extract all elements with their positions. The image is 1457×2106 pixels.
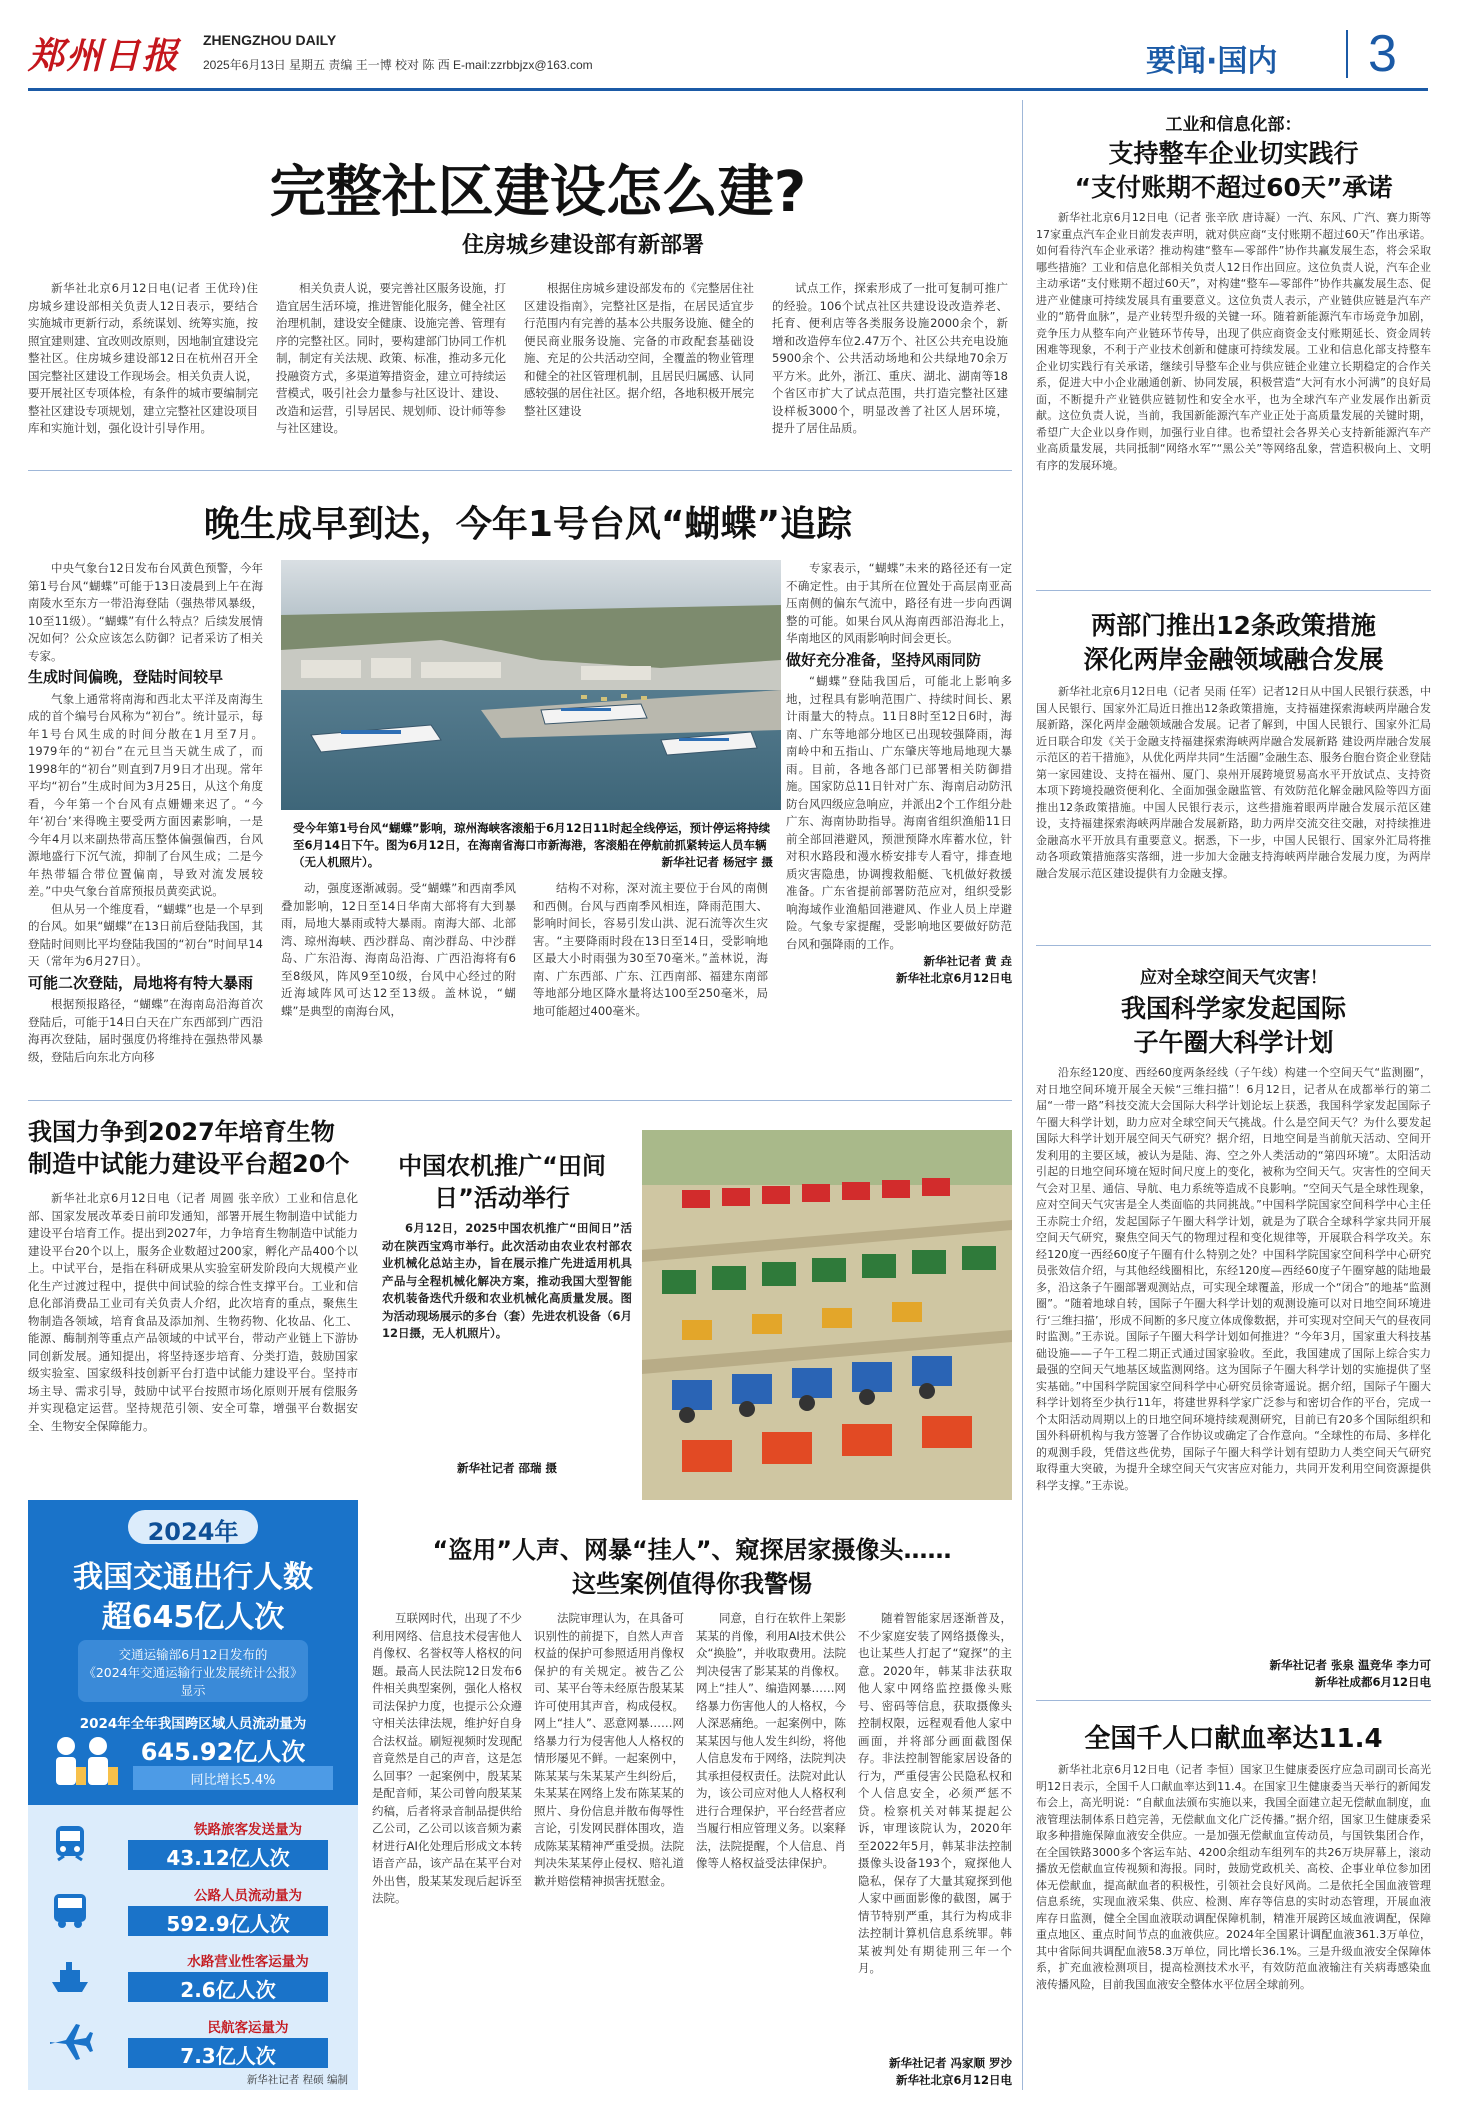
- article-title: 完整社区建设怎么建?: [269, 160, 807, 225]
- bus-icon: [46, 1886, 94, 1934]
- total-value: 645.92亿人次: [140, 1738, 306, 1766]
- article-meridian-circle: [1036, 955, 1431, 1695]
- road-value: 592.9亿人次: [166, 1912, 290, 1936]
- train-icon: [46, 1820, 94, 1868]
- typhoon-col-2: 动，强度逐渐减弱。受“蝴蝶”和西南季风叠加影响，12日至14日华南大部将有大到暴雨，局地大暴雨或特大暴雨。南海大部、北部湾、琼州海峡、西沙群岛、南沙群岛、中沙群岛、广东沿海、海南岛沿海、广西沿海将有6至8级风，阵风9至10级，台风中心经过的附近海域阵风可达12至13级。盖林说，“蝴蝶”是典型的南海台风，: [281, 881, 516, 1018]
- article-title: “盗用”人声、网暴“挂人”、窥探居家摄像头……: [432, 1536, 952, 1564]
- infographic-title: 我国交通出行人数: [73, 1560, 313, 1595]
- issue-info: 2025年6月13日 星期五 责编 王一博 校对 陈 西 E-mail:zzrbbjzx@163.com: [203, 58, 593, 72]
- infographic-credit: 新华社记者 程硕 编制: [246, 2074, 348, 2086]
- infographic-title-2: 超645亿人次: [101, 1600, 285, 1635]
- article-body: 沿东经120度、西经60度两条经线（子午线）构建一个空间天气“监测圈”，对日地空间环境开展全天候“三维扫描”！6月12日，记者从在成都举行的第二届“一带一路”科技交流大会国际大科学计划论坛上获悉，我国科学家发起国际子午圈大科学计划，助力应对全球空间天气挑战。什么是空间天气？为什么要发起国际大科学计划开展空间天气研究？据介绍，日地空间是当前航天活动、空间开发利用的主要区域，被认为是陆、海、空之外人类活动的“第四环境”。太阳活动引起的日地空间环境在短时间尺度上的变化，被称为空间天气。灾害性的空间天气会对卫星、通信、导航、电力系统等造成不良影响。“空间天气是全球性现象，应对空间天气灾害是全人类面临的共同挑战。”中国科学院国家空间科学中心主任王赤院士介绍，发起国际子午圈大科学计划，就是为了联合全球科学家共同开展空间天气研究，聚焦空间天气的物理过程和变化规律等，开展联合科学攻关。东经120度一西经60度子午圈有什么特别之处？中国科学院国家空间科学中心研究员张效信介绍，与其他经线圈相比，东经120度—西经60度子午圈穿越的陆地最多，沿这条子午圈部署观测站点，可实现全球覆盖，形成一个“闭合”的地基“监测圈”。“随着地球自转，国际子午圈大科学计划的观测设施可以对日地空间环境进行‘三维扫描’，形成不间断的多尺度立体成像数据，并可实现对空间天气的昼夜同时监测。”王赤说。国际子午圈大科学计划如何推进？“今年3月，国家重大科技基础设施——子午工程二期正式通过国家验收。至此，我国建成了国际上综合实力最强的空间天气地基区域监测网络。这为国际子午圈大科学计划的实施提供了坚实基础。”中国科学院国家空间科学中心研究员徐寄遥说。据介绍，国际子午圈大科学计划将至少执行11年，将建世界科学家广泛参与和密切合作的平台，完成一个太阳活动周期以上的日地空间环境持续观测研究，目前已有20多个国际组织和国外科研机构与我方签署了合作协议或确定了合作意向。“全球性的布局、多样化的观测手段，凭借这些优势，国际子午圈大科学计划有望助力人类空间天气研究取得重大突破，为提升全球空间天气灾害应对能力，共同开发利用空间资源提供科学支撑。”王赤说。: [1036, 1066, 1431, 1492]
- article-col-2: 相关负责人说，要完善社区服务设施，打造宜居生活环境，推进智能化服务，健全社区治理机制，建设安全健康、设施完善、管理有序的完整社区。同时，要构建部门协同工作机制，制定有关法规、政策、标准，推动多元化投融资方式，多渠道筹措资金，建立可持续运营模式，吸引社会力量参与社区设计、建设、改造和运营，引导居民、规划师、设计师等参与社区建设。: [276, 281, 506, 435]
- newspaper-logo: 郑州日报: [28, 35, 181, 77]
- article-title: 全国千人口献血率达11.4: [1084, 1724, 1383, 1754]
- section-divider: [1346, 30, 1348, 78]
- travelers-icon: [46, 1732, 126, 1802]
- rail-label: 铁路旅客发送量为: [194, 1822, 302, 1838]
- article-col-3: 同意，自行在软件上架影某某的肖像，利用AI技术供公众“换脸”，并收取费用。法院判决侵害了影某某的肖像权。网上“挂人”、编造网暴……网络暴力伤害他人的人格权，今人深恶痛绝。一起案例中，陈某某因与他人发生纠纷，将他人信息发布于网络，法院判决其承担侵权责任。法院对此认为，该公司应对他人人格权利进行合理保护，平台经营者应当履行相应管理义务。以案释法，法院提醒，个人信息、肖像等人格权益受法律保护。: [696, 1611, 846, 1870]
- source-line-1: 交通运输部6月12日发布的: [118, 1647, 268, 1662]
- water-value: 2.6亿人次: [180, 1978, 276, 2002]
- byline: 新华社记者 黄 垚: [923, 954, 1012, 968]
- road-label: 公路人员流动量为: [194, 1888, 302, 1904]
- article-body: 新华社北京6月12日电（记者 吴雨 任军）记者12日从中国人民银行获悉，中国人民银行、国家外汇局近日推出12条政策措施，支持福建探索海峡两岸融合发展新路，深化两岸金融领域融合发展。记者了解到，中国人民银行、国家外汇局近日联合印发《关于金融支持福建探索海峡两岸融合发展新路 建设两岸融合发展示范区的若干措施》，从优化两岸共同“生活圈”金融生态、服务台胞台资企业登陆第一家园建设、支持在福州、厦门、泉州开展跨境贸易高水平开放试点、支持资本项下跨境投融资便利化、全面加强金融监管、有效防范化解金融风险等四方面推出12条政策措施。中国人民银行表示，这些措施着眼两岸融合发展示范区建设，支持福建探索海峡两岸融合发展新路，助力两岸交流交往交融，对持续推进金融高水平开放具有重要意义。据悉，下一步，中国人民银行、国家外汇局将推动各项政策措施落实落细，进一步加大金融支持海峡两岸融合发展力度，为两岸融合发展示范区建设提供有力金融支撑。: [1036, 685, 1431, 880]
- plane-icon: [46, 2018, 94, 2066]
- article-title-2: 子午圈大科学计划: [1133, 1028, 1334, 1057]
- article-cross-strait-finance: [1036, 600, 1431, 940]
- article-body: 新华社北京6月12日电（记者 李恒）国家卫生健康委医疗应急司副司长高光明12日表示，全国千人口献血率达到11.4。在国家卫生健康委当天举行的新闻发布会上，高光明说：“自献血法颁布实施以来，我国全面建立起无偿献血制度，血液管理法制体系日趋完善，无偿献血文化广泛传播。”据介绍，国家卫生健康委采取多种措施保障血液安全供应。一是加强无偿献血宣传动员，与国铁集团合作，在全国铁路3000多个客运车站、4200余组动车组列车的共26万块屏幕上，滚动播放无偿献血宣传视频和海报。同时，鼓励党政机关、高校、企事业单位参加团体无偿献血，提高献血者的积极性，引领社会良好风尚。二是依托全国血液管理信息系统，实现血液采集、供应、检测、库存等信息的实时动态管理，开展血液库存日监测，健全全国血液联动调配保障机制，精准开展跨区域血液调配，保障重点地区、重点时间节点的血液供应。2024年全国累计调配血液361.3万单位，其中省际间共调配血液58.3万单位，同比增长36.1%。三是升级血液安全保障体系，扩充血液检测项目，提高检测技术水平，有效防范血液输注有关病毒感染血液传播风险，目前我国血液安全整体水平位居全球前列。: [1036, 1763, 1431, 1991]
- article-title: 晚生成早到达，今年1号台风“蝴蝶”追踪: [203, 504, 853, 545]
- article-col-4: 随着智能家居逐渐普及，不少家庭安装了网络摄像头，也让某些人打起了“窥探”的主意。2020年，韩某非法获取他人家中网络监控摄像头账号、密码等信息，获取摄像头控制权限，远程观看他人家中画面，并将部分画面截图保存。非法控制智能家居设备的行为，严重侵害公民隐私权和个人信息安全，必须严惩不贷。检察机关对韩某提起公诉，审理该院认为，2020年至2022年5月，韩某非法控制摄像头设备193个，窥探他人隐私，保存了大量其窥探到他人家中画面影像的截图，属于情节特别严重，其行为构成非法控制计算机信息系统罪。韩某被判处有期徒刑三年一个月。: [858, 1611, 1012, 1975]
- article-col-3: 根据住房城乡建设部发布的《完整居住社区建设指南》，完整社区是指，在居民适宜步行范围内有完善的基本公共服务设施、健全的便民商业服务设施、完备的市政配套基础设施、充足的公共活动空间，全覆盖的物业管理和健全的社区管理机制，且居民归属感、认同感较强的居住社区。据介绍，各地积极开展完整社区建设: [524, 281, 754, 418]
- article-title: 我国科学家发起国际: [1120, 994, 1346, 1023]
- photo-credit: 新华社记者 邵瑞 摄: [456, 1461, 557, 1475]
- farm-machinery-photo: [642, 1130, 1012, 1500]
- source-line-3: 显示: [180, 1683, 206, 1698]
- right-column-divider: [1022, 100, 1023, 2090]
- article-title: 中国农机推广“田间日”活动举行: [398, 1152, 606, 1212]
- rail-value: 43.12亿人次: [166, 1846, 290, 1870]
- masthead-rule: [28, 88, 1428, 91]
- dateline: 新华社北京6月12日电: [895, 971, 1012, 985]
- article-col-1: 新华社北京6月12日电(记者 王优玲)住房城乡建设部相关负责人12日表示，要结合实施城市更新行动，系统谋划、统筹实施，按照宜建则建、宜改则改原则，因地制宜建设完整社区。住房城乡建设部12日在杭州召开全国完整社区建设工作现场会。相关负责人说，要开展社区专项体检，有条件的城市要编制完整社区建设专项规划，建立完整社区建设项目库和实施计划，强化设计引导作用。: [28, 281, 258, 435]
- article-col-2: 法院审理认为，在具备可识别性的前提下，自然人声音权益的保护可参照适用肖像权保护的有关规定。被告乙公司、某平台等未经原告殷某某许可使用其声音，构成侵权。网上“挂人”、恶意网暴……网络暴力行为侵害他人人格权的情形屡见不鲜。一起案例中，陈某某与朱某某产生纠纷后，朱某某在网络上发布陈某某的照片、身份信息并散布侮辱性言论，引发网民群体围攻，造成陈某某精神严重受损。法院判决朱某某停止侵权、赔礼道歉并赔偿精神损害抚慰金。: [534, 1611, 684, 1888]
- article-col-4: 试点工作，探索形成了一批可复制可推广的经验。106个试点社区共建设设改造养老、托育、便利店等各类服务设施2000余个，新增和改造停车位2.47万个、社区公共充电设施5900余个、公共活动场地和公共绿地70余万平方米。此外，浙江、重庆、湖北、湖南等18个省区市扩大了试点范围，共打造完整社区建设样板3000个，明显改善了社区人居环境，提升了居住品质。: [772, 281, 1008, 435]
- article-title-2: 深化两岸金融领域融合发展: [1083, 645, 1384, 674]
- photo-credit: 新华社记者 杨冠宇 摄: [661, 855, 773, 869]
- air-label: 民航客运量为: [207, 2020, 289, 2036]
- photo-caption: 受今年第1号台风“蝴蝶”影响，琼州海峡客滚船于6月12日11时起全线停运，预计停运将持续至6月14日下午。图为6月12日，在海南省海口市新海港，客滚船在停航前抓紧转运人员车辆（无人机照片）。 新华社记者 杨冠宇 摄: [293, 821, 773, 869]
- traffic-infographic: [28, 1500, 358, 2090]
- article-privacy-cases: [372, 1510, 1012, 2090]
- article-auto-payment: [1036, 110, 1431, 585]
- byline: 新华社记者 张泉 温竞华 李力可: [1269, 1658, 1431, 1672]
- article-biomanufacturing: [28, 1110, 358, 1490]
- divider: [1036, 945, 1431, 946]
- article-title: 支持整车企业切实践行: [1108, 139, 1359, 168]
- page-number: 3: [1368, 25, 1397, 83]
- article-blood-donation: [1036, 1710, 1431, 2090]
- english-name: ZHENGZHOU DAILY: [203, 32, 337, 48]
- typhoon-port-photo: [281, 560, 781, 810]
- article-title: 两部门推出12条政策措施: [1091, 611, 1376, 640]
- article-farm-machinery: [372, 1110, 1012, 1500]
- article-body: 新华社北京6月12日电（记者 周圆 张辛欣）工业和信息化部、国家发展改革委日前印发通知，部署开展生物制造中试能力建设平台培育工作。提出到2027年，力争培育生物制造中试能力建设平台20个以上，服务企业数超过200家，孵化产品400个以上。中试平台，是指在科研成果从实验室研发阶段向大规模产业化生产过渡过程中，提供中间试验的综合性支撑平台。工业和信息化部消费品工业司有关负责人介绍，此次培育的重点，聚焦生物制造各领域，培育食品及添加剂、生物药物、化妆品、化工、能源、酶制剂等重点产品领域的中试平台，带动产业链上下游协同创新发展。通知提出，将坚持逐步培育、分类打造，鼓励国家级实验室、国家级科技创新平台打造中试能力建设平台。坚持市场主导、需求引导，鼓励中试平台按照市场化原则开展有偿服务并实现稳定运营。坚持规范引领、安全可靠，增强平台数据安全、生物安全保障能力。: [28, 1191, 358, 1433]
- byline: 新华社记者 冯家顺 罗沙: [888, 2056, 1012, 2070]
- divider: [1036, 1700, 1431, 1701]
- water-label: 水路营业性客运量为: [187, 1954, 309, 1970]
- divider: [28, 1100, 1012, 1101]
- air-value: 7.3亿人次: [180, 2044, 276, 2068]
- ship-icon: [46, 1952, 94, 2000]
- article-col-1: 互联网时代，出现了不少利用网络、信息技术侵害他人肖像权、名誉权等人格权的问题。最高人民法院12日发布6件相关典型案例，强化人格权司法保护力度，也提示公众遵守相关法律法规，维护好自身合法权益。刷短视频时发现配音竟然是自己的声音，这是怎么回事？一起案例中，殷某某是配音师，某公司曾向殷某某约稿，后者将录音制品提供给乙公司，乙公司以该音频为素材进行AI化处理后形成文本转语音产品，该产品在某平台对外出售，殷某某发现后起诉至法院。: [372, 1611, 522, 1905]
- article-community: [28, 100, 1008, 480]
- typhoon-col-4: 专家表示，“蝴蝶”未来的路径还有一定不确定性。由于其所在位置处于高层南亚高压南侧的偏东气流中，路径有进一步向西调整的可能。如果台风从海南西部沿海北上，华南地区的风雨影响时间会更长。 做好充分准备，坚持风雨同防 “蝴蝶”登陆我国后，可能北上影响多地，过程具有影响范围广、持续时间长、累计雨量大的特点。11日8时至12日6时，海南、广东等地部分地区已出现较强降雨，海南岭中和五指山、广东肇庆等地局地现大暴雨。目前，各地各部门已部署相关防御措施。国家防总11日针对广东、海南启动防汛防台风四级应急响应，并派出2个工作组分赴广东、海南协助指导。海南省组织渔船11日前全部回港避风，预泄预降水库蓄水位，针对积水路段和漫水桥安排专人看守，排查地质灾害隐患，协调搜救船艇、飞机做好救援准备。广东省提前部署防范应对，组织受影响海域作业渔船回港避风、作业人员上岸避险。气象专家提醒，受影响地区要做好防范台风和强降雨的工作。 新华社记者 黄 垚 新华社北京6月12日电: [786, 561, 1012, 985]
- source-line-2: 《2024年交通运输行业发展统计公报》: [83, 1665, 303, 1680]
- article-title-2: 这些案例值得你我警惕: [572, 1570, 812, 1598]
- total-label: 2024年全年我国跨区域人员流动量为: [79, 1716, 307, 1732]
- growth-label: 同比增长5.4%: [190, 1773, 276, 1788]
- article-body: 6月12日，2025中国农机推广“田间日”活动在陕西宝鸡市举行。此次活动由农业农村部农业机械化总站主办，旨在展示推广先进适用机具产品与全程机械化解决方案，推动我国大型智能农机装备迭代升级和农业机械化高质量发展。图为活动现场展示的多台（套）先进农机设备（6月12日摄，无人机照片）。: [382, 1221, 632, 1340]
- dateline: 新华社北京6月12日电: [895, 2073, 1012, 2087]
- article-body: 新华社北京6月12日电（记者 张辛欣 唐诗凝）一汽、东风、广汽、赛力斯等17家重点汽车企业日前发表声明，就对供应商“支付账期不超过60天”作出承诺。如何看待汽车企业承诺？推动构建“整车—零部件”协作共赢发展生态，将会采取哪些措施？工业和信息化部相关负责人12日作出回应。这位负责人说，汽车企业主动承诺“支付账期不超过60天”，对构建“整车—零部件”协作共赢发展生态、促进产业健康可持续发展具有重要意义。这位负责人表示，产业链供应链是汽车产业的“筋骨血脉”，是产业转型升级的关键一环。随着新能源汽车市场竞争加剧，竞争压力从整车向产业链环节传导，出现了供应商资金支付账期延长、资金周转困难等现象，不利于产业技术创新和健康可持续发展。工业和信息化部支持整车企业切实践行有关承诺，继续引导整车企业与供应链企业建立长期稳定的合作关系，促进大中小企业融通创新、协同发展，积极营造“大河有水小河满”的良好局面，不断提升产业链供应链韧性和安全水平，也为全球汽车产业发展作出新贡献。这位负责人说，当前，我国新能源汽车产业正处于高质量发展的关键时期，希望广大企业以身作则，加强行业自律。也希望社会各界关心支持新能源汽车产业高质量发展，共同抵制“网络水军”“黑公关”等网络乱象，营造积极向上、文明有序的发展环境。: [1036, 211, 1431, 472]
- divider: [28, 470, 1012, 471]
- section-name: 要闻·国内: [1146, 44, 1278, 79]
- dateline: 新华社成都6月12日电: [1314, 1675, 1431, 1689]
- subhead: 做好充分准备，坚持风雨同防: [786, 650, 982, 669]
- article-subtitle: 住房城乡建设部有新部署: [461, 233, 704, 258]
- typhoon-col-3: 结构不对称，深对流主要位于台风的南侧和西侧。台风与西南季风相连，降雨范围大、影响时间长，容易引发山洪、泥石流等次生灾害。“主要降雨时段在13日至14日，受影响地区最大小时雨强为30至70毫米。”盖林说，海南、广东西部、广东、江西南部、福建东南部等地部分地区降水量将达100至250毫米，局地可能超过400毫米。: [533, 881, 768, 1018]
- subhead: 生成时间偏晚，登陆时间较早: [28, 668, 224, 686]
- article-title-2: “支付账期不超过60天”承诺: [1074, 173, 1393, 202]
- year-label: 2024年: [147, 1518, 239, 1546]
- divider: [1036, 590, 1431, 591]
- kicker: 应对全球空间天气灾害！: [1140, 968, 1327, 988]
- kicker: 工业和信息化部：: [1165, 115, 1302, 135]
- article-title: 我国力争到2027年培育生物制造中试能力建设平台超20个: [28, 1118, 350, 1178]
- typhoon-col-1: 中央气象台12日发布台风黄色预警，今年第1号台风“蝴蝶”可能于13日凌晨到上午在海南陵水至东方一带沿海登陆（强热带风暴级，10至11级）。“蝴蝶”有什么特点？后续发展情况如何？公众应该怎么防御？记者采访了相关专家。 生成时间偏晚，登陆时间较早 气象上通常将南海和西北太平洋及南海生成的首个编号台风称为“初台”。统计显示，每年1号台风生成的时间分散在1月至7月。1979年的“初台”在元旦当天就生成了，而1998年的“初台”则直到7月9日才出现。常年平均“初台”生成时间为3月25日，从这个角度看，今年第一个台风有点姗姗来迟了。“今年‘初台’来得晚主要受两方面因素影响，一是今年4月以来副热带高压整体偏强偏西，台风源地盛行下沉气流，抑制了台风生成；二是今年热带辐合带位置偏南，导致对流发展较差。”中央气象台首席预报员黄奕武说。 但从另一个维度看，“蝴蝶”也是一个早到的台风。如果“蝴蝶”在13日前后登陆我国，其登陆时间则比平均登陆我国的“初台”时间早14天（常年为6月27日）。 可能二次登陆，局地将有特大暴雨 根据预报路径，“蝴蝶”在海南岛沿海首次登陆后，可能于14日白天在广东西部到广西沿海再次登陆，届时强度仍将维持在强热带风暴级，登陆后向东北方向移: [28, 561, 263, 1064]
- masthead: [28, 20, 1428, 100]
- article-typhoon: [28, 480, 1012, 1090]
- subhead: 可能二次登陆，局地将有特大暴雨: [28, 973, 254, 992]
